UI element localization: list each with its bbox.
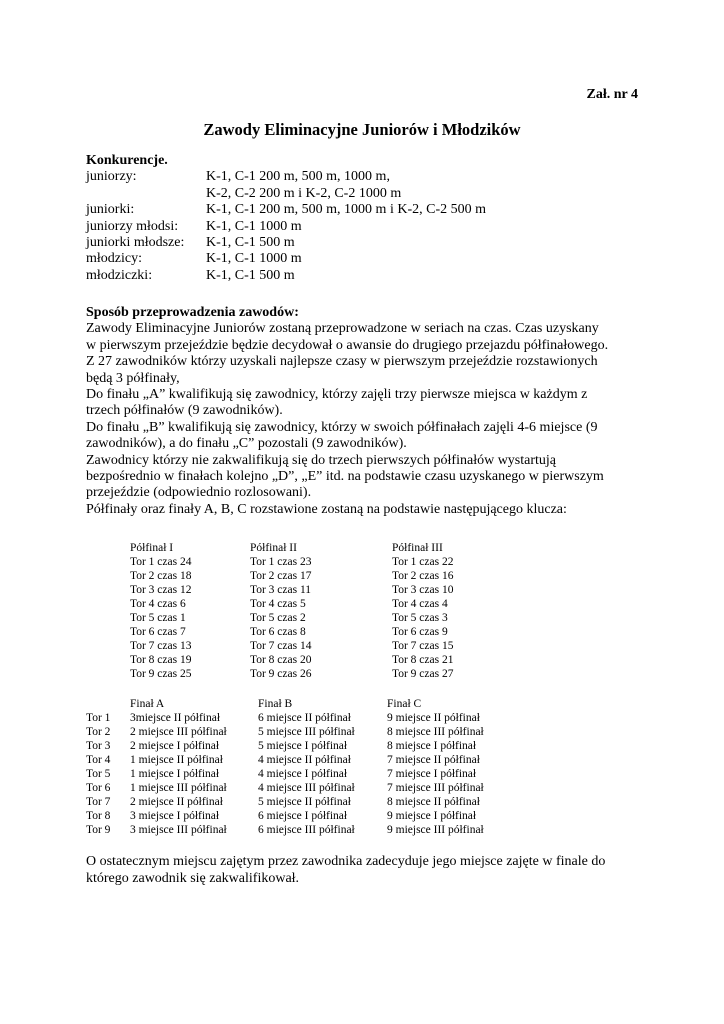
competition-row xyxy=(86,169,646,185)
competition-events: K-2, C-2 200 m i K-2, C-2 1000 m xyxy=(206,185,402,201)
semifinal-lane: Tor 5 czas 1 xyxy=(130,612,186,624)
procedure-line: w pierwszym przejeździe będzie decydował o awansie do drugiego przejazdu półfinałowego. xyxy=(86,337,609,353)
competition-row xyxy=(86,251,646,267)
procedure-line: trzech półfinałów (9 zawodników). xyxy=(86,403,283,419)
procedure-line: Zawodnicy którzy nie zakwalifikują się do trzech pierwszych półfinałów wystartują xyxy=(86,452,557,468)
semifinal-lane: Tor 7 czas 14 xyxy=(250,640,312,652)
semifinal-lane: Tor 3 czas 12 xyxy=(130,584,192,596)
finals-lane-label: Tor 4 xyxy=(86,754,111,766)
semifinal-lane: Tor 1 czas 24 xyxy=(130,556,192,568)
semifinal-lane: Tor 6 czas 9 xyxy=(392,626,448,638)
final-cell: 5 miejsce II półfinał xyxy=(258,796,351,808)
competition-category: juniorzy: xyxy=(86,169,137,185)
final-cell: 4 miejsce I półfinał xyxy=(258,768,348,780)
final-cell: 8 miejsce I półfinał xyxy=(387,740,477,752)
semifinal-header: Półfinał I xyxy=(130,542,174,554)
competitions-list xyxy=(86,169,646,284)
semifinal-lane: Tor 1 czas 23 xyxy=(250,556,312,568)
semifinal-column xyxy=(392,541,453,681)
procedure-section xyxy=(86,305,646,518)
procedure-line: bezpośrednio w finałach kolejno „D”, „E” itd. na podstawie czasu uzyskanego w pierwszym xyxy=(86,469,604,485)
procedure-line: Półfinały oraz finały A, B, C rozstawione zostaną na podstawie następującego klucza: xyxy=(86,501,567,517)
semifinal-lane: Tor 2 czas 16 xyxy=(392,570,454,582)
procedure-line: przejeździe (odpowiednio rozlosowani). xyxy=(86,485,312,501)
finals-lane-label: Tor 9 xyxy=(86,824,111,836)
competition-category: młodziczki: xyxy=(86,267,153,283)
semifinal-lane: Tor 8 czas 19 xyxy=(130,654,192,666)
final-cell: 6 miejsce III półfinał xyxy=(258,824,355,836)
final-cell: 3 miejsce I półfinał xyxy=(130,810,220,822)
semifinal-lane: Tor 9 czas 25 xyxy=(130,668,192,680)
semifinal-lane: Tor 3 czas 10 xyxy=(392,584,454,596)
semifinal-lane: Tor 9 czas 27 xyxy=(392,668,454,680)
procedure-line: Do finału „B” kwalifikują się zawodnicy, którzy w swoich półfinałach zajęli 4-6 miejsce (9 xyxy=(86,419,598,435)
final-cell: 4 miejsce II półfinał xyxy=(258,754,351,766)
semifinal-lane: Tor 4 czas 6 xyxy=(130,598,186,610)
closing-line: którego zawodnik się zakwalifikował. xyxy=(86,871,300,886)
finals-lane-column xyxy=(86,697,110,837)
semifinal-lane: Tor 1 czas 22 xyxy=(392,556,454,568)
final-cell: 7 miejsce II półfinał xyxy=(387,754,480,766)
competition-events: K-1, C-1 500 m xyxy=(206,267,295,283)
procedure-line: Do finału „A” kwalifikują się zawodnicy, którzy zajęli trzy pierwsze miejsca w każdym z xyxy=(86,387,588,403)
semifinal-lane: Tor 6 czas 7 xyxy=(130,626,186,638)
semifinal-column xyxy=(250,541,311,681)
competition-category: juniorki młodsze: xyxy=(86,235,185,251)
final-cell: 9 miejsce III półfinał xyxy=(387,824,484,836)
competition-row xyxy=(86,219,646,235)
final-cell: 9 miejsce I półfinał xyxy=(387,810,477,822)
semifinal-lane: Tor 6 czas 8 xyxy=(250,626,306,638)
finals-lane-label: Tor 6 xyxy=(86,782,111,794)
competition-row xyxy=(86,235,646,251)
final-cell: 3 miejsce III półfinał xyxy=(130,824,227,836)
competitions-section xyxy=(86,153,646,284)
final-cell: 4 miejsce III półfinał xyxy=(258,782,355,794)
semifinal-lane: Tor 8 czas 20 xyxy=(250,654,312,666)
semifinal-lane: Tor 2 czas 18 xyxy=(130,570,192,582)
closing-note xyxy=(86,853,646,887)
semifinal-lane: Tor 9 czas 26 xyxy=(250,668,312,680)
final-cell: 8 miejsce II półfinał xyxy=(387,796,480,808)
final-column xyxy=(387,697,484,837)
final-cell: 1 miejsce II półfinał xyxy=(130,754,223,766)
final-column xyxy=(258,697,355,837)
semifinal-lane: Tor 4 czas 5 xyxy=(250,598,306,610)
competition-row xyxy=(86,186,646,202)
finals-lane-label: Tor 5 xyxy=(86,768,111,780)
semifinal-lane: Tor 7 czas 15 xyxy=(392,640,454,652)
procedure-text xyxy=(86,321,646,518)
finals-lane-label: Tor 3 xyxy=(86,740,111,752)
finals-lane-spacer xyxy=(86,697,110,711)
competition-row xyxy=(86,268,646,284)
procedure-heading: Sposób przeprowadzenia zawodów: xyxy=(86,305,299,320)
semifinal-lane: Tor 4 czas 4 xyxy=(392,598,448,610)
annex-label: Zał. nr 4 xyxy=(586,87,638,102)
competitions-heading: Konkurencje. xyxy=(86,153,168,168)
semifinal-lane: Tor 5 czas 3 xyxy=(392,612,448,624)
semifinal-column xyxy=(130,541,191,681)
final-cell: 6 miejsce I półfinał xyxy=(258,810,348,822)
final-cell: 2 miejsce II półfinał xyxy=(130,796,223,808)
semifinal-header: Półfinał III xyxy=(392,542,443,554)
competition-category: juniorki: xyxy=(86,202,135,218)
finals-lane-label: Tor 2 xyxy=(86,726,111,738)
final-cell: 9 miejsce II półfinał xyxy=(387,712,480,724)
final-cell: 2 miejsce III półfinał xyxy=(130,726,227,738)
semifinal-lane: Tor 2 czas 17 xyxy=(250,570,312,582)
semifinal-lane: Tor 8 czas 21 xyxy=(392,654,454,666)
final-cell: 1 miejsce I półfinał xyxy=(130,768,220,780)
procedure-line: Zawody Eliminacyjne Juniorów zostaną przeprowadzone w seriach na czas. Czas uzyskany xyxy=(86,321,599,337)
semifinal-lane: Tor 5 czas 2 xyxy=(250,612,306,624)
final-cell: 5 miejsce I półfinał xyxy=(258,740,348,752)
competition-events: K-1, C-1 500 m xyxy=(206,235,295,251)
final-cell: 1 miejsce III półfinał xyxy=(130,782,227,794)
competition-events: K-1, C-1 200 m, 500 m, 1000 m, xyxy=(206,169,390,185)
closing-line: O ostatecznym miejscu zajętym przez zawodnika zadecyduje jego miejsce zajęte w finale do xyxy=(86,854,606,869)
final-header: Finał C xyxy=(387,698,422,710)
procedure-line: będą 3 półfinały, xyxy=(86,370,180,386)
final-cell: 5 miejsce III półfinał xyxy=(258,726,355,738)
final-cell: 8 miejsce III półfinał xyxy=(387,726,484,738)
competition-events: K-1, C-1 1000 m xyxy=(206,251,302,267)
competition-row xyxy=(86,202,646,218)
procedure-line: Z 27 zawodników którzy uzyskali najlepsze czasy w pierwszym przejeździe rozstawionych xyxy=(86,354,598,370)
semifinal-lane: Tor 3 czas 11 xyxy=(250,584,312,596)
semifinals-table xyxy=(130,541,510,681)
semifinal-lane: Tor 7 czas 13 xyxy=(130,640,192,652)
final-cell: 3miejsce II półfinał xyxy=(130,712,221,724)
procedure-line: zawodników), a do finału „C” pozostali (9 zawodników). xyxy=(86,436,407,452)
finals-table xyxy=(86,697,506,837)
semifinal-header: Półfinał II xyxy=(250,542,297,554)
final-header: Finał B xyxy=(258,698,293,710)
competition-category: juniorzy młodsi: xyxy=(86,218,179,234)
finals-lane-label: Tor 7 xyxy=(86,796,111,808)
final-cell: 7 miejsce III półfinał xyxy=(387,782,484,794)
competition-category: młodzicy: xyxy=(86,251,142,267)
finals-lane-label: Tor 8 xyxy=(86,810,111,822)
final-header: Finał A xyxy=(130,698,165,710)
final-column xyxy=(130,697,227,837)
competition-events: K-1, C-1 1000 m xyxy=(206,218,302,234)
final-cell: 2 miejsce I półfinał xyxy=(130,740,220,752)
finals-lane-label: Tor 1 xyxy=(86,712,111,724)
competition-events: K-1, C-1 200 m, 500 m, 1000 m i K-2, C-2 500 m xyxy=(206,202,486,218)
document-title: Zawody Eliminacyjne Juniorów i Młodzików xyxy=(203,120,521,139)
final-cell: 6 miejsce II półfinał xyxy=(258,712,351,724)
competition-category xyxy=(86,186,206,202)
final-cell: 7 miejsce I półfinał xyxy=(387,768,477,780)
